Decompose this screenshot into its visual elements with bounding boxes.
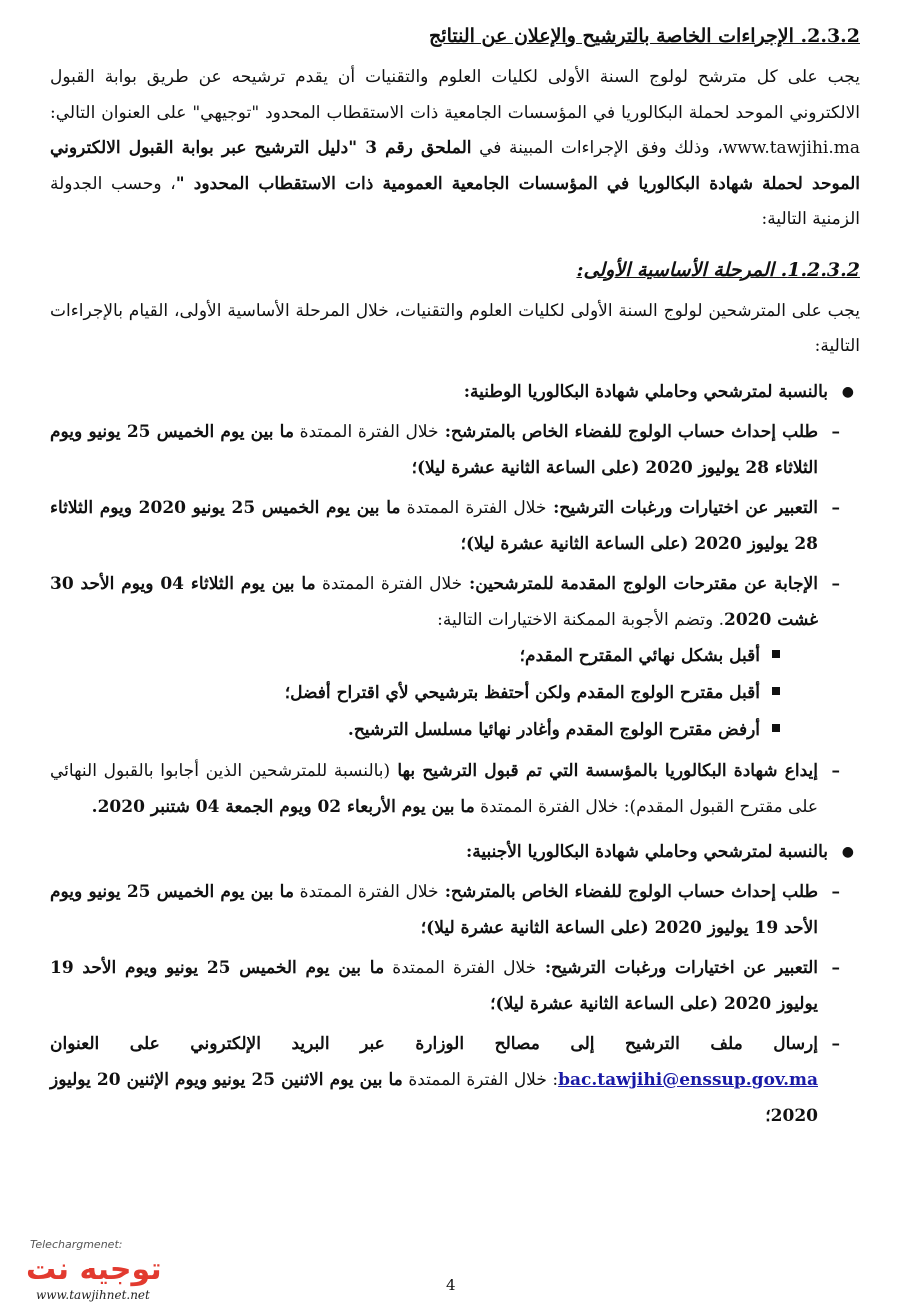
dash-marker: – xyxy=(831,497,840,518)
item-bold-dates: ما بين يوم الخميس 25 يونيو 2020 ويوم الثلاثاء 28 يوليوز 2020 (على الساعة الثانية عشرة ليلا)؛ xyxy=(50,497,818,554)
national-item-2 xyxy=(50,490,860,562)
option-text: أقبل مقترح الولوج المقدم ولكن أحتفظ بترشيحي لأي اقتراح أفضل؛ xyxy=(284,682,760,703)
item-bold-dates: ما بين يوم الخميس 25 يونيو ويوم الأحد 19 يوليوز 2020 (على الساعة الثانية عشرة ليلا)؛ xyxy=(50,957,818,1014)
item-bold-dates: ما بين يوم الخميس 25 يونيو ويوم الثلاثاء 28 يوليوز 2020 (على الساعة الثانية عشرة ليلا)؛ xyxy=(50,421,818,478)
option-item xyxy=(50,712,860,749)
foreign-item-3 xyxy=(50,1026,860,1134)
item-bold-label: طلب إحداث حساب الولوج للفضاء الخاص بالمترشح: xyxy=(438,881,819,902)
item-bold-label: الإجابة عن مقترحات الولوج المقدمة للمترشحين: xyxy=(462,573,819,594)
intro-text-3: ، وحسب الجدولة الزمنية التالية: xyxy=(50,173,860,229)
item-text: : خلال الفترة الممتدة xyxy=(402,1069,559,1090)
dash-marker: – xyxy=(831,421,840,442)
dash-marker: – xyxy=(831,760,840,781)
bullet-national: ● بالنسبة لمترشحي وحاملي شهادة البكالوريا الوطنية: xyxy=(50,375,860,410)
item-bold-dates: ما بين يوم الأربعاء 02 ويوم الجمعة 04 شتنبر 2020. xyxy=(91,796,475,817)
watermark-logo xyxy=(22,1238,182,1308)
item-bold-label: التعبير عن اختيارات ورغبات الترشيح: xyxy=(536,957,818,978)
item-bold-dates: ما بين يوم الاثنين 25 يونيو ويوم الإثنين 20 يوليوز 2020؛ xyxy=(50,1069,818,1126)
option-text: أرفض مقترح الولوج المقدم وأغادر نهائيا مسلسل الترشيح. xyxy=(347,719,760,740)
email-link[interactable]: bac.tawjihi@enssup.gov.ma xyxy=(558,1069,818,1090)
watermark-download-label: Telechargmenet: xyxy=(30,1238,123,1251)
dash-marker: – xyxy=(831,1033,840,1054)
national-item-3 xyxy=(50,566,860,638)
intro-text-2: ، وذلك وفق الإجراءات المبينة في xyxy=(471,138,723,158)
item-text: خلال الفترة الممتدة xyxy=(293,421,439,442)
square-bullet-icon xyxy=(772,650,780,658)
dash-marker: – xyxy=(831,957,840,978)
dash-marker: – xyxy=(831,881,840,902)
watermark-url: www.tawjihnet.net xyxy=(36,1288,150,1302)
item-text: (بالنسبة للمترشحين الذين أجابوا بالقبول النهائي على مقترح القبول المقدم): خلال الفترة الممتدة xyxy=(50,760,818,817)
item-text: خلال الفترة الممتدة xyxy=(400,497,547,518)
intro-annex-reference: الملحق رقم 3 "دليل الترشيح عبر بوابة القبول الالكتروني الموحد لحملة شهادة البكالوريا في المؤسسات الجامعية العمومية ذات الاستقطاب المحدود " xyxy=(50,138,860,194)
item-text: خلال الفترة الممتدة xyxy=(315,573,463,594)
item-bold-label: إرسال ملف الترشيح إلى مصالح الوزارة عبر البريد الإلكتروني على العنوان xyxy=(50,1033,818,1054)
intro-url-link[interactable]: www.tawjihi.ma xyxy=(722,138,860,158)
national-item-1 xyxy=(50,414,860,486)
subsection-heading: 1.2.3.2. المرحلة الأساسية الأولى: xyxy=(576,258,860,281)
section-heading: 2.3.2. الإجراءات الخاصة بالترشيح والإعلان عن النتائج xyxy=(429,25,860,47)
bullet-foreign: ● بالنسبة لمترشحي وحاملي شهادة البكالوريا الأجنبية: xyxy=(50,835,860,870)
item-bold-label: طلب إحداث حساب الولوج للفضاء الخاص بالمترشح: xyxy=(438,421,819,442)
item-bold-dates: ما بين يوم الثلاثاء 04 ويوم الأحد 30 غشت 2020 xyxy=(50,573,818,630)
item-text: خلال الفترة الممتدة xyxy=(384,957,537,978)
page-number: 4 xyxy=(446,1276,456,1294)
foreign-item-1 xyxy=(50,874,860,946)
item-bold-label: التعبير عن اختيارات ورغبات الترشيح: xyxy=(546,497,818,518)
option-item xyxy=(50,638,860,675)
dash-marker: – xyxy=(831,573,840,594)
item-bold-label: إيداع شهادة البكالوريا بالمؤسسة التي تم قبول الترشيح بها xyxy=(390,760,818,781)
item-text: خلال الفترة الممتدة xyxy=(293,881,439,902)
item-bold-dates: ما بين يوم الخميس 25 يونيو ويوم الأحد 19 يوليوز 2020 (على الساعة الثانية عشرة ليلا)؛ xyxy=(50,881,818,938)
square-bullet-icon xyxy=(772,724,780,732)
square-bullet-icon xyxy=(772,687,780,695)
foreign-item-2 xyxy=(50,950,860,1022)
option-text: أقبل بشكل نهائي المقترح المقدم؛ xyxy=(519,645,760,666)
intro-text-1: يجب على كل مترشح لولوج السنة الأولى لكليات العلوم والتقنيات أن يقدم ترشيحه عن طريق بوابة القبول الالكتروني الموحد لحملة البكالوريا في المؤسسات الجامعية ذات الاستقطاب المحدود "توجيهي" على العنوان التالي: xyxy=(50,67,860,123)
intro-paragraph xyxy=(50,60,860,238)
document-page xyxy=(50,22,860,1134)
option-item xyxy=(50,675,860,712)
subsection-intro: يجب على المترشحين لولوج السنة الأولى لكليات العلوم والتقنيات، خلال المرحلة الأساسية الأولى، القيام بالإجراءات التالية: xyxy=(50,300,860,356)
national-item-4 xyxy=(50,753,860,825)
item-text: . وتضم الأجوبة الممكنة الاختيارات التالية: xyxy=(437,609,724,630)
watermark-brand: توجيه نت xyxy=(26,1252,162,1287)
